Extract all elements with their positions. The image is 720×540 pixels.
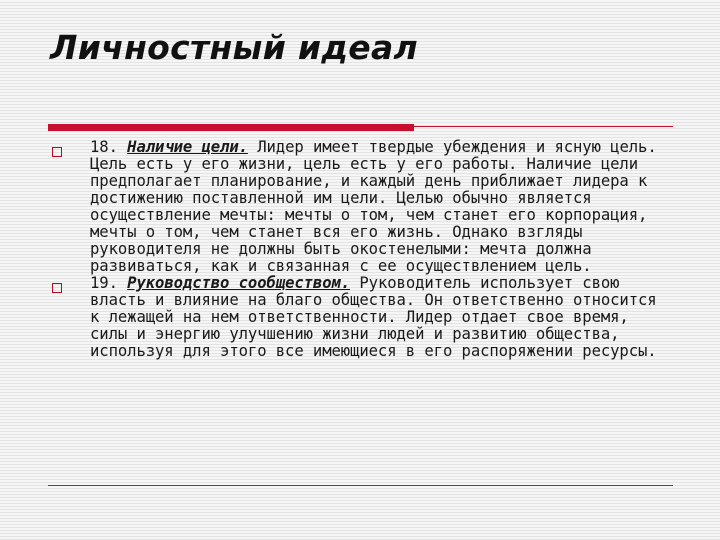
slide-title: Личностный идеал [50, 28, 418, 67]
list-item [50, 275, 665, 360]
item-number: 19. [90, 274, 118, 292]
bullet-list [50, 139, 665, 360]
item-heading: Руководство сообществом. [127, 274, 351, 292]
square-bullet-icon [52, 147, 62, 157]
square-bullet-icon [52, 283, 62, 293]
item-text: Лидер имеет твердые убеждения и ясную цель. Цель есть у его жизни, цель есть у его работы. Наличие цели предполагает планирование, и каждый день приближает лидера к достижению поставленной им цели. Целью обычно является осуществление мечты: мечты о том, чем станет его корпорация, мечты о том, чем станет вся его жизнь. Однако взгляды руководителя не должны быть окостенелыми: мечта должна развиваться, как и связанная с ее осуществлением цель. [90, 138, 657, 275]
item-number: 18. [90, 138, 118, 156]
bottom-divider [48, 485, 673, 486]
top-accent-bar [48, 124, 414, 131]
item-heading: Наличие цели. [127, 138, 248, 156]
list-item [50, 139, 665, 275]
item-text: Руководитель использует свою власть и влияние на благо общества. Он ответственно относится к лежащей на нем ответственности. Лидер отдает свое время, силы и энергию улучшению жизни людей и развитию общества, используя для этого все имеющиеся в его распоряжении ресурсы. [90, 274, 657, 360]
